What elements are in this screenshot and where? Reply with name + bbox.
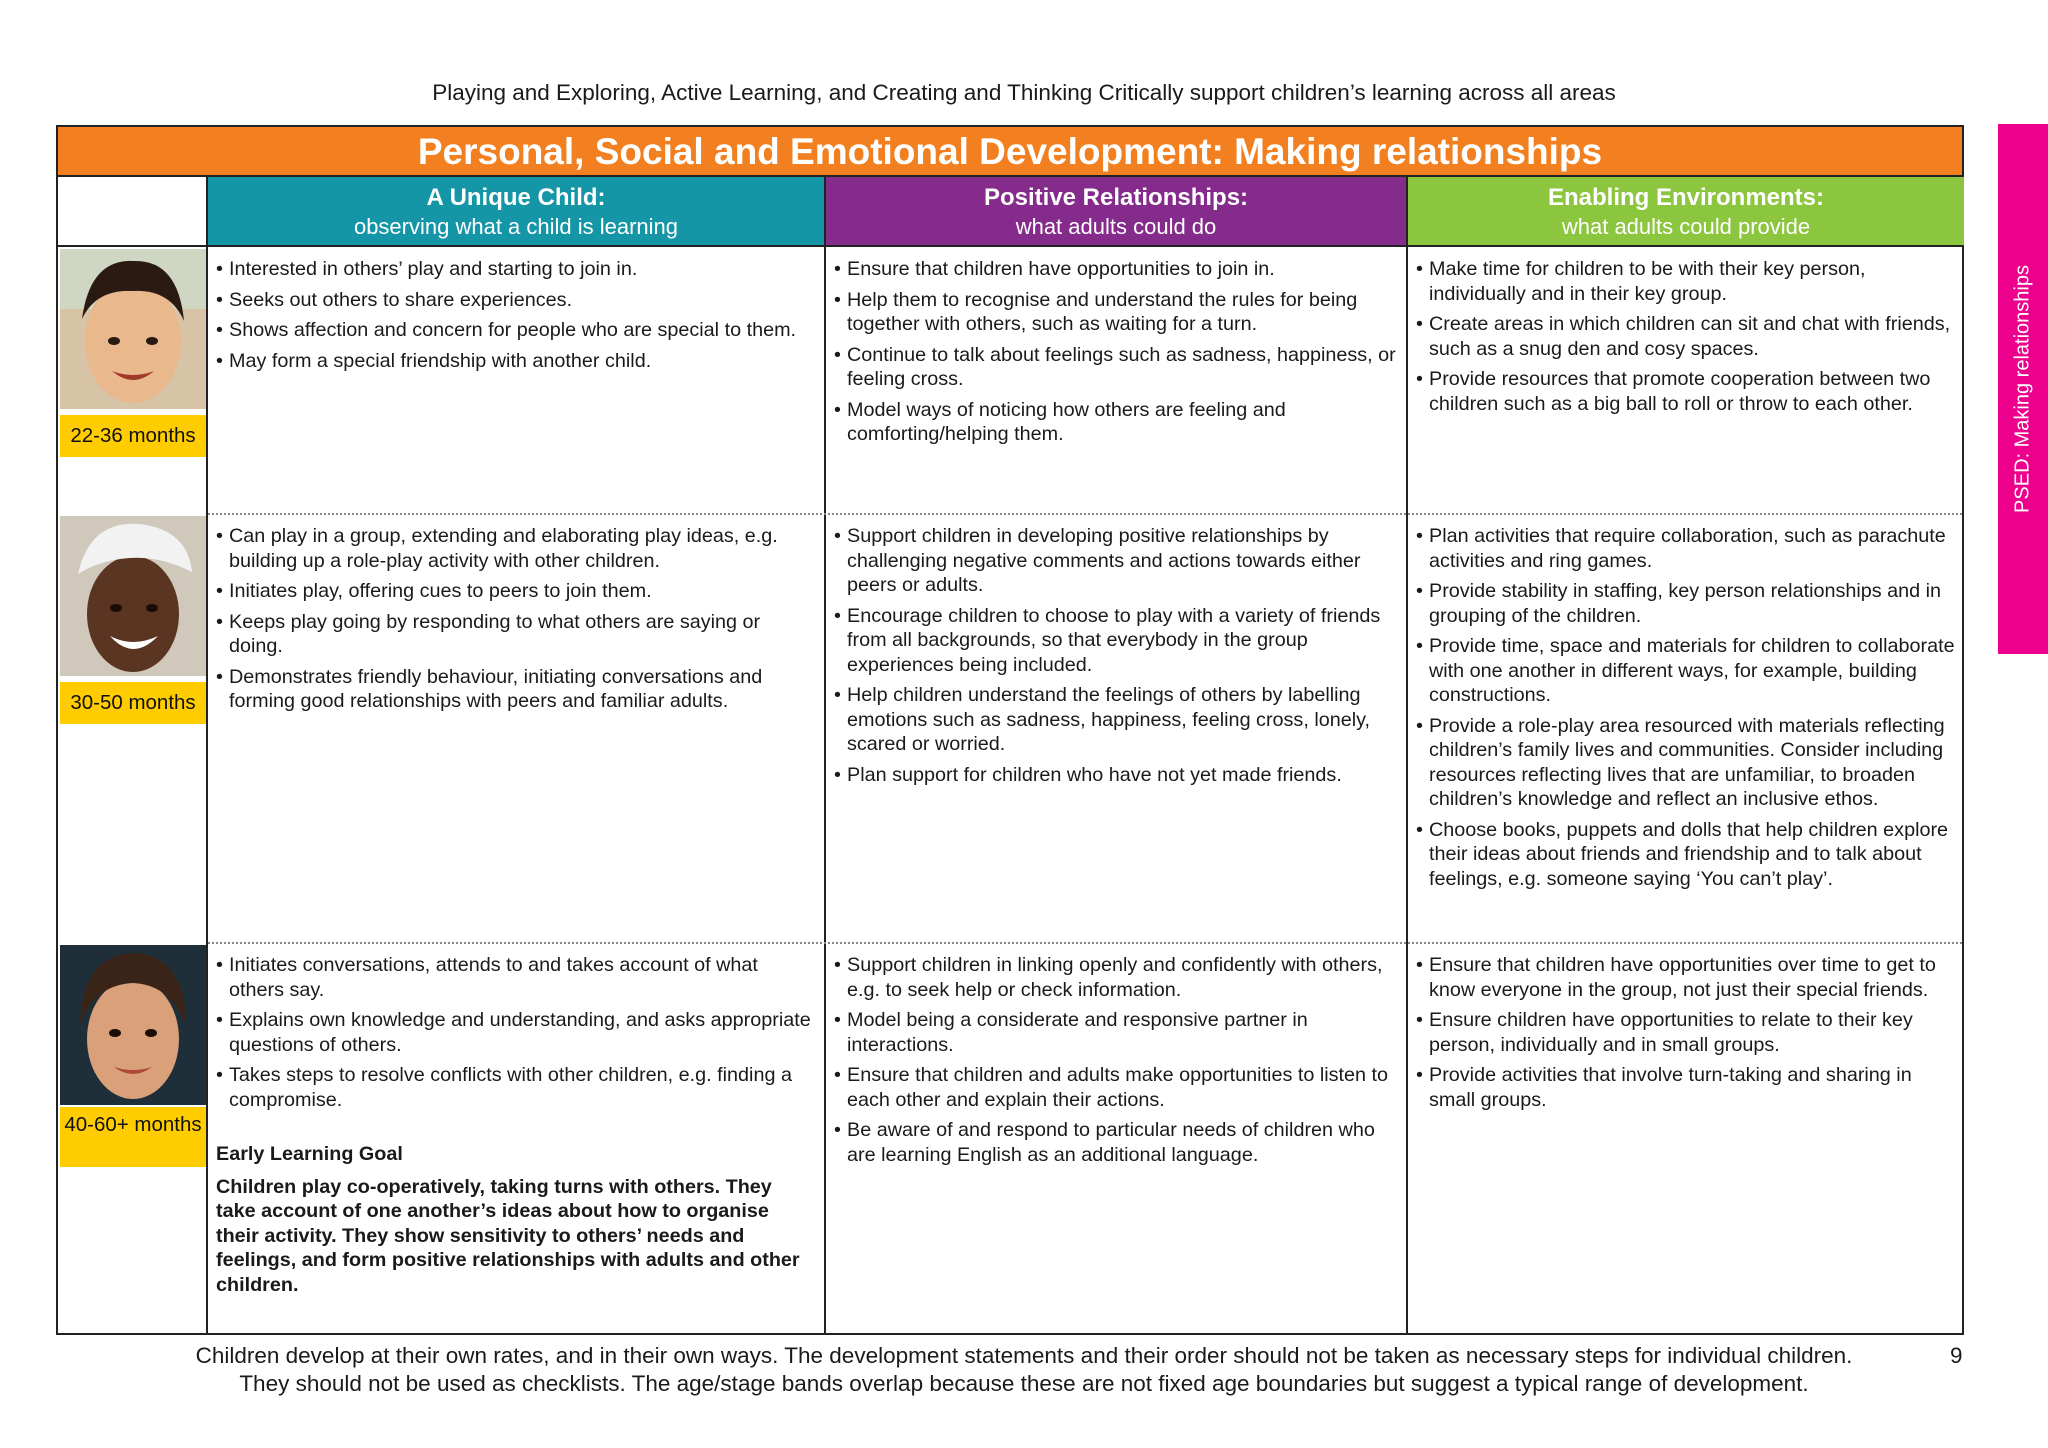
column-header-positive-relationships: [826, 177, 1408, 247]
side-tab-label: PSED: Making relationships: [2011, 265, 2034, 513]
list-item: • Ensure children have opportunities to relate to their key person, individually and in small groups.: [1416, 1008, 1960, 1057]
column-title: A Unique Child:: [426, 184, 606, 211]
list-item: • Can play in a group, extending and elaborating play ideas, e.g. building up a role-play activity with other children.: [216, 524, 816, 573]
list-item: • Takes steps to resolve conflicts with other children, e.g. finding a compromise.: [216, 1063, 816, 1112]
list-item: • Create areas in which children can sit and chat with friends, such as a snug den and cosy spaces.: [1416, 312, 1960, 361]
column-subtitle: what adults could provide: [1561, 214, 1811, 239]
enabling-environments-cell: [1416, 257, 1960, 422]
page-number: 9: [1950, 1343, 1963, 1368]
header-blank-cell: [58, 177, 208, 247]
list-item: • Help children understand the feelings of others by labelling emotions such as sadness, happiness, feeling cross, lonely, scared or worried.: [834, 683, 1400, 757]
list-item: • Choose books, puppets and dolls that help children explore their ideas about friends and friendship and to talk about feelings, e.g. someone saying ‘You can’t play’.: [1416, 818, 1960, 892]
column-title: Enabling Environments:: [1547, 184, 1825, 211]
top-note: Playing and Exploring, Active Learning, and Creating and Thinking Critically support children’s learning across all areas: [432, 80, 1616, 105]
list-item: • Model being a considerate and responsive partner in interactions.: [834, 1008, 1400, 1057]
footer-line-2: They should not be used as checklists. The age/stage bands overlap because these are not fixed age boundaries but suggest a typical range of development.: [239, 1371, 1809, 1396]
list-item: • Support children in developing positive relationships by challenging negative comments and actions towards either peers or adults.: [834, 524, 1400, 598]
age-band-row: [58, 247, 1962, 513]
early-learning-goal-heading: Early Learning Goal: [216, 1143, 403, 1165]
list-item: • Provide a role-play area resourced with materials reflecting children’s family lives and communities. Consider including resources reflecting lives that are unfamiliar, to broaden children’s knowledge and reflect an inclusive ethos.: [1416, 714, 1960, 812]
list-item: • Provide activities that involve turn-taking and sharing in small groups.: [1416, 1063, 1960, 1112]
list-item: • Plan support for children who have not yet made friends.: [834, 763, 1400, 788]
list-item: • Ensure that children have opportunities to join in.: [834, 257, 1400, 282]
list-item: • Help them to recognise and understand the rules for being together with others, such as waiting for a turn.: [834, 288, 1400, 337]
child-photo: [60, 516, 206, 676]
list-item: • Make time for children to be with their key person, individually and in their key group.: [1416, 257, 1960, 306]
list-item: • Support children in linking openly and confidently with others, e.g. to seek help or check information.: [834, 953, 1400, 1002]
positive-relationships-cell: [834, 524, 1400, 793]
list-item: • Model ways of noticing how others are feeling and comforting/helping them.: [834, 398, 1400, 447]
column-subtitle: observing what a child is learning: [353, 214, 679, 239]
enabling-environments-cell: [1416, 953, 1960, 1118]
child-photo: [60, 945, 206, 1105]
list-item: • Seeks out others to share experiences.: [216, 288, 816, 313]
positive-relationships-cell: [834, 953, 1400, 1173]
unique-child-cell: [216, 257, 816, 379]
enabling-environments-cell: [1416, 524, 1960, 897]
column-title: Positive Relationships:: [983, 184, 1249, 211]
list-item: • Interested in others’ play and starting to join in.: [216, 257, 816, 282]
column-header-enabling-environments: [1408, 177, 1964, 247]
list-item: • Plan activities that require collaboration, such as parachute activities and ring games.: [1416, 524, 1960, 573]
early-learning-goal-text: Children play co-operatively, taking turns with others. They take account of one another’s ideas about how to organise their activity. They show sensitivity to others’ needs and feelings, and form positive relationships with adults and other children.: [216, 1175, 800, 1296]
list-item: • Provide resources that promote cooperation between two children such as a big ball to roll or throw to each other.: [1416, 367, 1960, 416]
list-item: • Explains own knowledge and understanding, and asks appropriate questions of others.: [216, 1008, 816, 1057]
unique-child-cell: [216, 953, 816, 1297]
framework-table: [56, 125, 1964, 1335]
list-item: • Demonstrates friendly behaviour, initiating conversations and forming good relationships with peers and familiar adults.: [216, 665, 816, 714]
list-item: • Encourage children to choose to play with a variety of friends from all backgrounds, so that everybody in the group experiences being included.: [834, 604, 1400, 678]
column-header-unique-child: [208, 177, 826, 247]
list-item: • Be aware of and respond to particular needs of children who are learning English as an additional language.: [834, 1118, 1400, 1167]
list-item: • Shows affection and concern for people who are special to them.: [216, 318, 816, 343]
column-subtitle: what adults could do: [1015, 214, 1217, 239]
list-item: • Continue to talk about feelings such as sadness, happiness, or feeling cross.: [834, 343, 1400, 392]
child-photo: [60, 249, 206, 409]
footer-line-1: Children develop at their own rates, and in their own ways. The development statements and their order should not be taken as necessary steps for individual children.: [195, 1343, 1853, 1368]
list-item: • Ensure that children have opportunities over time to get to know everyone in the group, not just their special friends.: [1416, 953, 1960, 1002]
list-item: • Initiates conversations, attends to and takes account of what others say.: [216, 953, 816, 1002]
positive-relationships-cell: [834, 257, 1400, 453]
list-item: • Provide stability in staffing, key person relationships and in grouping of the children.: [1416, 579, 1960, 628]
age-band-row: [58, 514, 1962, 942]
age-band-row: [58, 943, 1962, 1333]
age-band-label: 40-60+ months: [60, 1107, 206, 1167]
list-item: • May form a special friendship with another child.: [216, 349, 816, 374]
list-item: • Provide time, space and materials for children to collaborate with one another in different ways, for example, building constructions.: [1416, 634, 1960, 708]
list-item: • Ensure that children and adults make opportunities to listen to each other and explain their actions.: [834, 1063, 1400, 1112]
age-band-label: 30-50 months: [60, 682, 206, 724]
list-item: • Keeps play going by responding to what others are saying or doing.: [216, 610, 816, 659]
age-band-label: 22-36 months: [60, 415, 206, 457]
unique-child-cell: [216, 524, 816, 720]
page-title: Personal, Social and Emotional Development: Making relationships: [58, 127, 1962, 177]
section-side-tab: [1998, 124, 2048, 654]
list-item: • Initiates play, offering cues to peers to join them.: [216, 579, 816, 604]
